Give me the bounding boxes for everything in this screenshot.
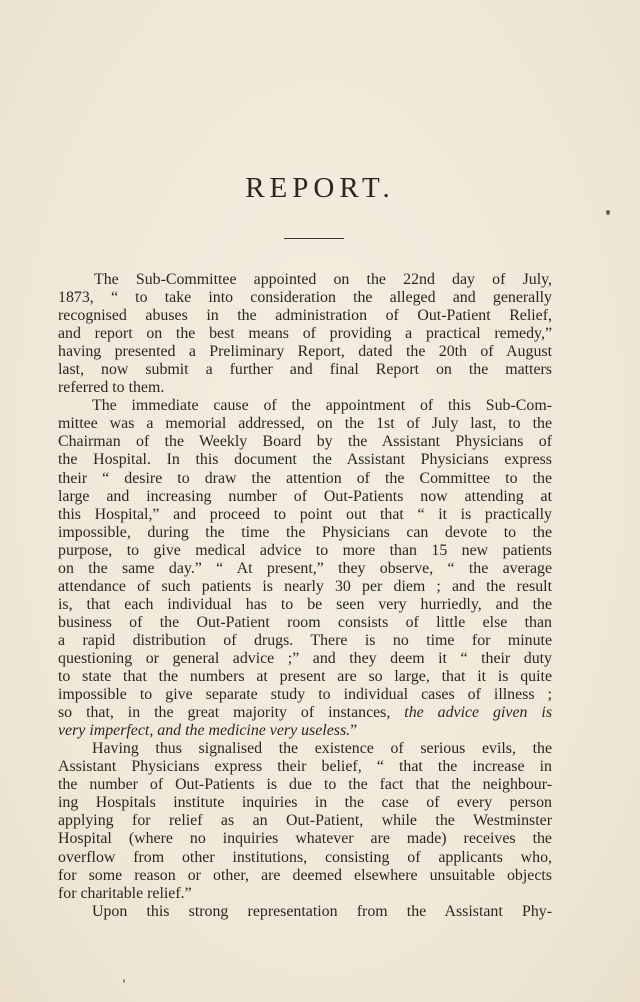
text-line: referred to them. [58, 379, 165, 397]
text-line: their “ desire to draw the attention of the Committee to the [58, 469, 552, 487]
page-title: REPORT. [245, 172, 395, 204]
text-line: the Hospital. In this document the Assistant Physicians express [58, 451, 552, 469]
italic-quote: very imperfect, and the medicine very useless. [58, 722, 351, 740]
text-line: and report on the best means of providing a practical remedy,” [58, 325, 552, 343]
text-line: on the same day.” “ At present,” they observe, “ the average [58, 559, 552, 577]
title-rule [284, 238, 344, 239]
report-body [58, 271, 552, 921]
closing-quote: ” [350, 722, 358, 740]
text-line: a rapid distribution of drugs. There is no time for minute [58, 631, 552, 649]
text-line: this Hospital,” and proceed to point out that “ it is practically [58, 505, 552, 523]
text-line: Having thus signalised the existence of serious evils, the [92, 740, 552, 758]
text-line: large and increasing number of Out-Patients now attending at [58, 487, 552, 505]
text-line: Assistant Physicians express their belief, “ that the increase in [58, 758, 552, 776]
text-line: for charitable relief.” [58, 884, 192, 902]
text-line: attendance of such patients is nearly 30 per diem ; and the result [58, 577, 552, 595]
text-line: business of the Out-Patient room consists of little else than [58, 613, 552, 631]
ink-speck-bottom [123, 979, 125, 983]
text-line: having presented a Preliminary Report, dated the 20th of August [58, 343, 552, 361]
text-line: overflow from other institutions, consisting of applicants who, [58, 848, 552, 866]
text-line: 1873, “ to take into consideration the alleged and generally [58, 289, 552, 307]
text-line: questioning or general advice ;” and they deem it “ their duty [58, 649, 552, 667]
text-line: is, that each individual has to be seen very hurriedly, and the [58, 595, 552, 613]
text-line: The Sub-Committee appointed on the 22nd day of July, [94, 271, 552, 288]
text-line: ing Hospitals institute inquiries in the case of every person [58, 794, 552, 812]
text-line [58, 722, 552, 740]
text-line: last, now submit a further and final Report on the matters [58, 361, 552, 379]
text-line: Upon this strong representation from the Assistant Phy- [92, 902, 552, 920]
text-line: mittee was a memorial addressed, on the 1st of July last, to the [58, 415, 552, 433]
italic-quote: the advice given is [404, 704, 553, 722]
text-line: recognised abuses in the administration of Out-Patient Relief, [58, 307, 552, 325]
text-line: The immediate cause of the appointment of this Sub-Com- [92, 397, 552, 415]
text-line: to state that the numbers at present are so large, that it is quite [58, 668, 552, 686]
text-line: impossible to give separate study to individual cases of illness ; [58, 686, 552, 704]
text-line: the number of Out-Patients is due to the fact that the neighbour- [58, 776, 552, 794]
text-line: for some reason or other, are deemed elsewhere unsuitable objects [58, 866, 552, 884]
text-line: impossible, during the time the Physicians can devote to the [58, 523, 552, 541]
text-line: Hospital (where no inquiries whatever are made) receives the [58, 830, 552, 848]
text-line: purpose, to give medical advice to more than 15 new patients [58, 541, 552, 559]
text-line: applying for relief as an Out-Patient, while the Westminster [58, 812, 552, 830]
text-line: Chairman of the Weekly Board by the Assistant Physicians of [58, 433, 552, 451]
text-segment: so that, in the great majority of instances, [58, 704, 391, 722]
text-line [58, 704, 552, 722]
ink-speck [606, 210, 610, 215]
